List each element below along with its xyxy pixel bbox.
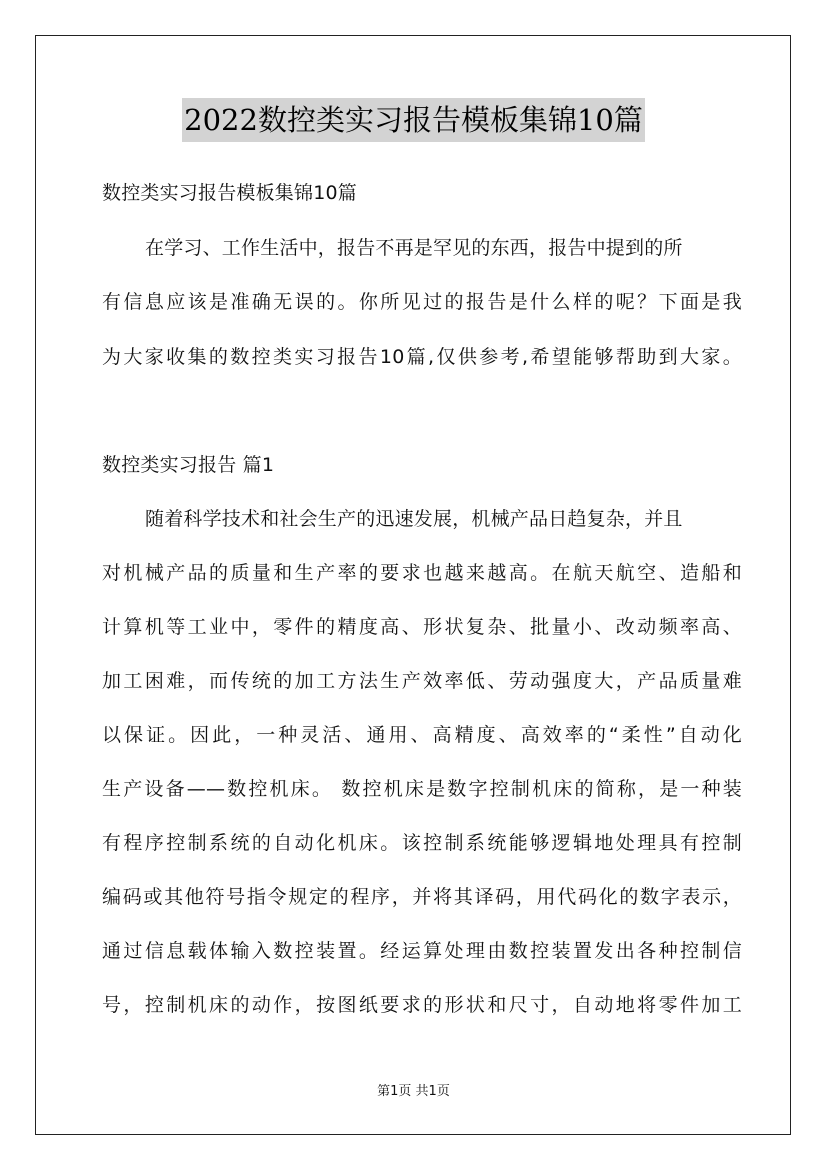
body-line: 生产设备——数控机床。 数控机床是数字控制机床的简称，是一种装 bbox=[102, 778, 742, 800]
body-line: 对机械产品的质量和生产率的要求也越来越高。在航天航空、造船和 bbox=[102, 562, 742, 584]
document-title: 2022数控类实习报告模板集锦10篇 bbox=[182, 98, 645, 142]
page-footer: 第1页 共1页 bbox=[377, 1084, 450, 1099]
section-heading: 数控类实习报告 篇1 bbox=[102, 454, 275, 476]
intro-line: 有信息应该是准确无误的。你所见过的报告是什么样的呢？下面是我 bbox=[102, 291, 742, 313]
body-line: 加工困难，而传统的加工方法生产效率低、劳动强度大，产品质量难 bbox=[102, 670, 742, 692]
body-line: 以保证。因此，一种灵活、通用、高精度、高效率的“柔性”自动化 bbox=[102, 724, 742, 746]
body-line: 编码或其他符号指令规定的程序，并将其译码，用代码化的数字表示， bbox=[102, 886, 742, 908]
body-line: 随着科学技术和社会生产的迅速发展，机械产品日趋复杂，并且 bbox=[145, 508, 683, 530]
title-container bbox=[0, 98, 827, 142]
body-line: 有程序控制系统的自动化机床。该控制系统能够逻辑地处理具有控制 bbox=[102, 832, 742, 854]
document-subtitle: 数控类实习报告模板集锦10篇 bbox=[102, 182, 357, 204]
intro-line: 在学习、工作生活中，报告不再是罕见的东西，报告中提到的所 bbox=[145, 237, 683, 259]
body-line: 号，控制机床的动作，按图纸要求的形状和尺寸，自动地将零件加工 bbox=[102, 994, 742, 1016]
body-line: 通过信息载体输入数控装置。经运算处理由数控装置发出各种控制信 bbox=[102, 940, 742, 962]
intro-line: 为大家收集的数控类实习报告10篇,仅供参考,希望能够帮助到大家。 bbox=[102, 346, 742, 368]
body-line: 计算机等工业中，零件的精度高、形状复杂、批量小、改动频率高、 bbox=[102, 616, 742, 638]
